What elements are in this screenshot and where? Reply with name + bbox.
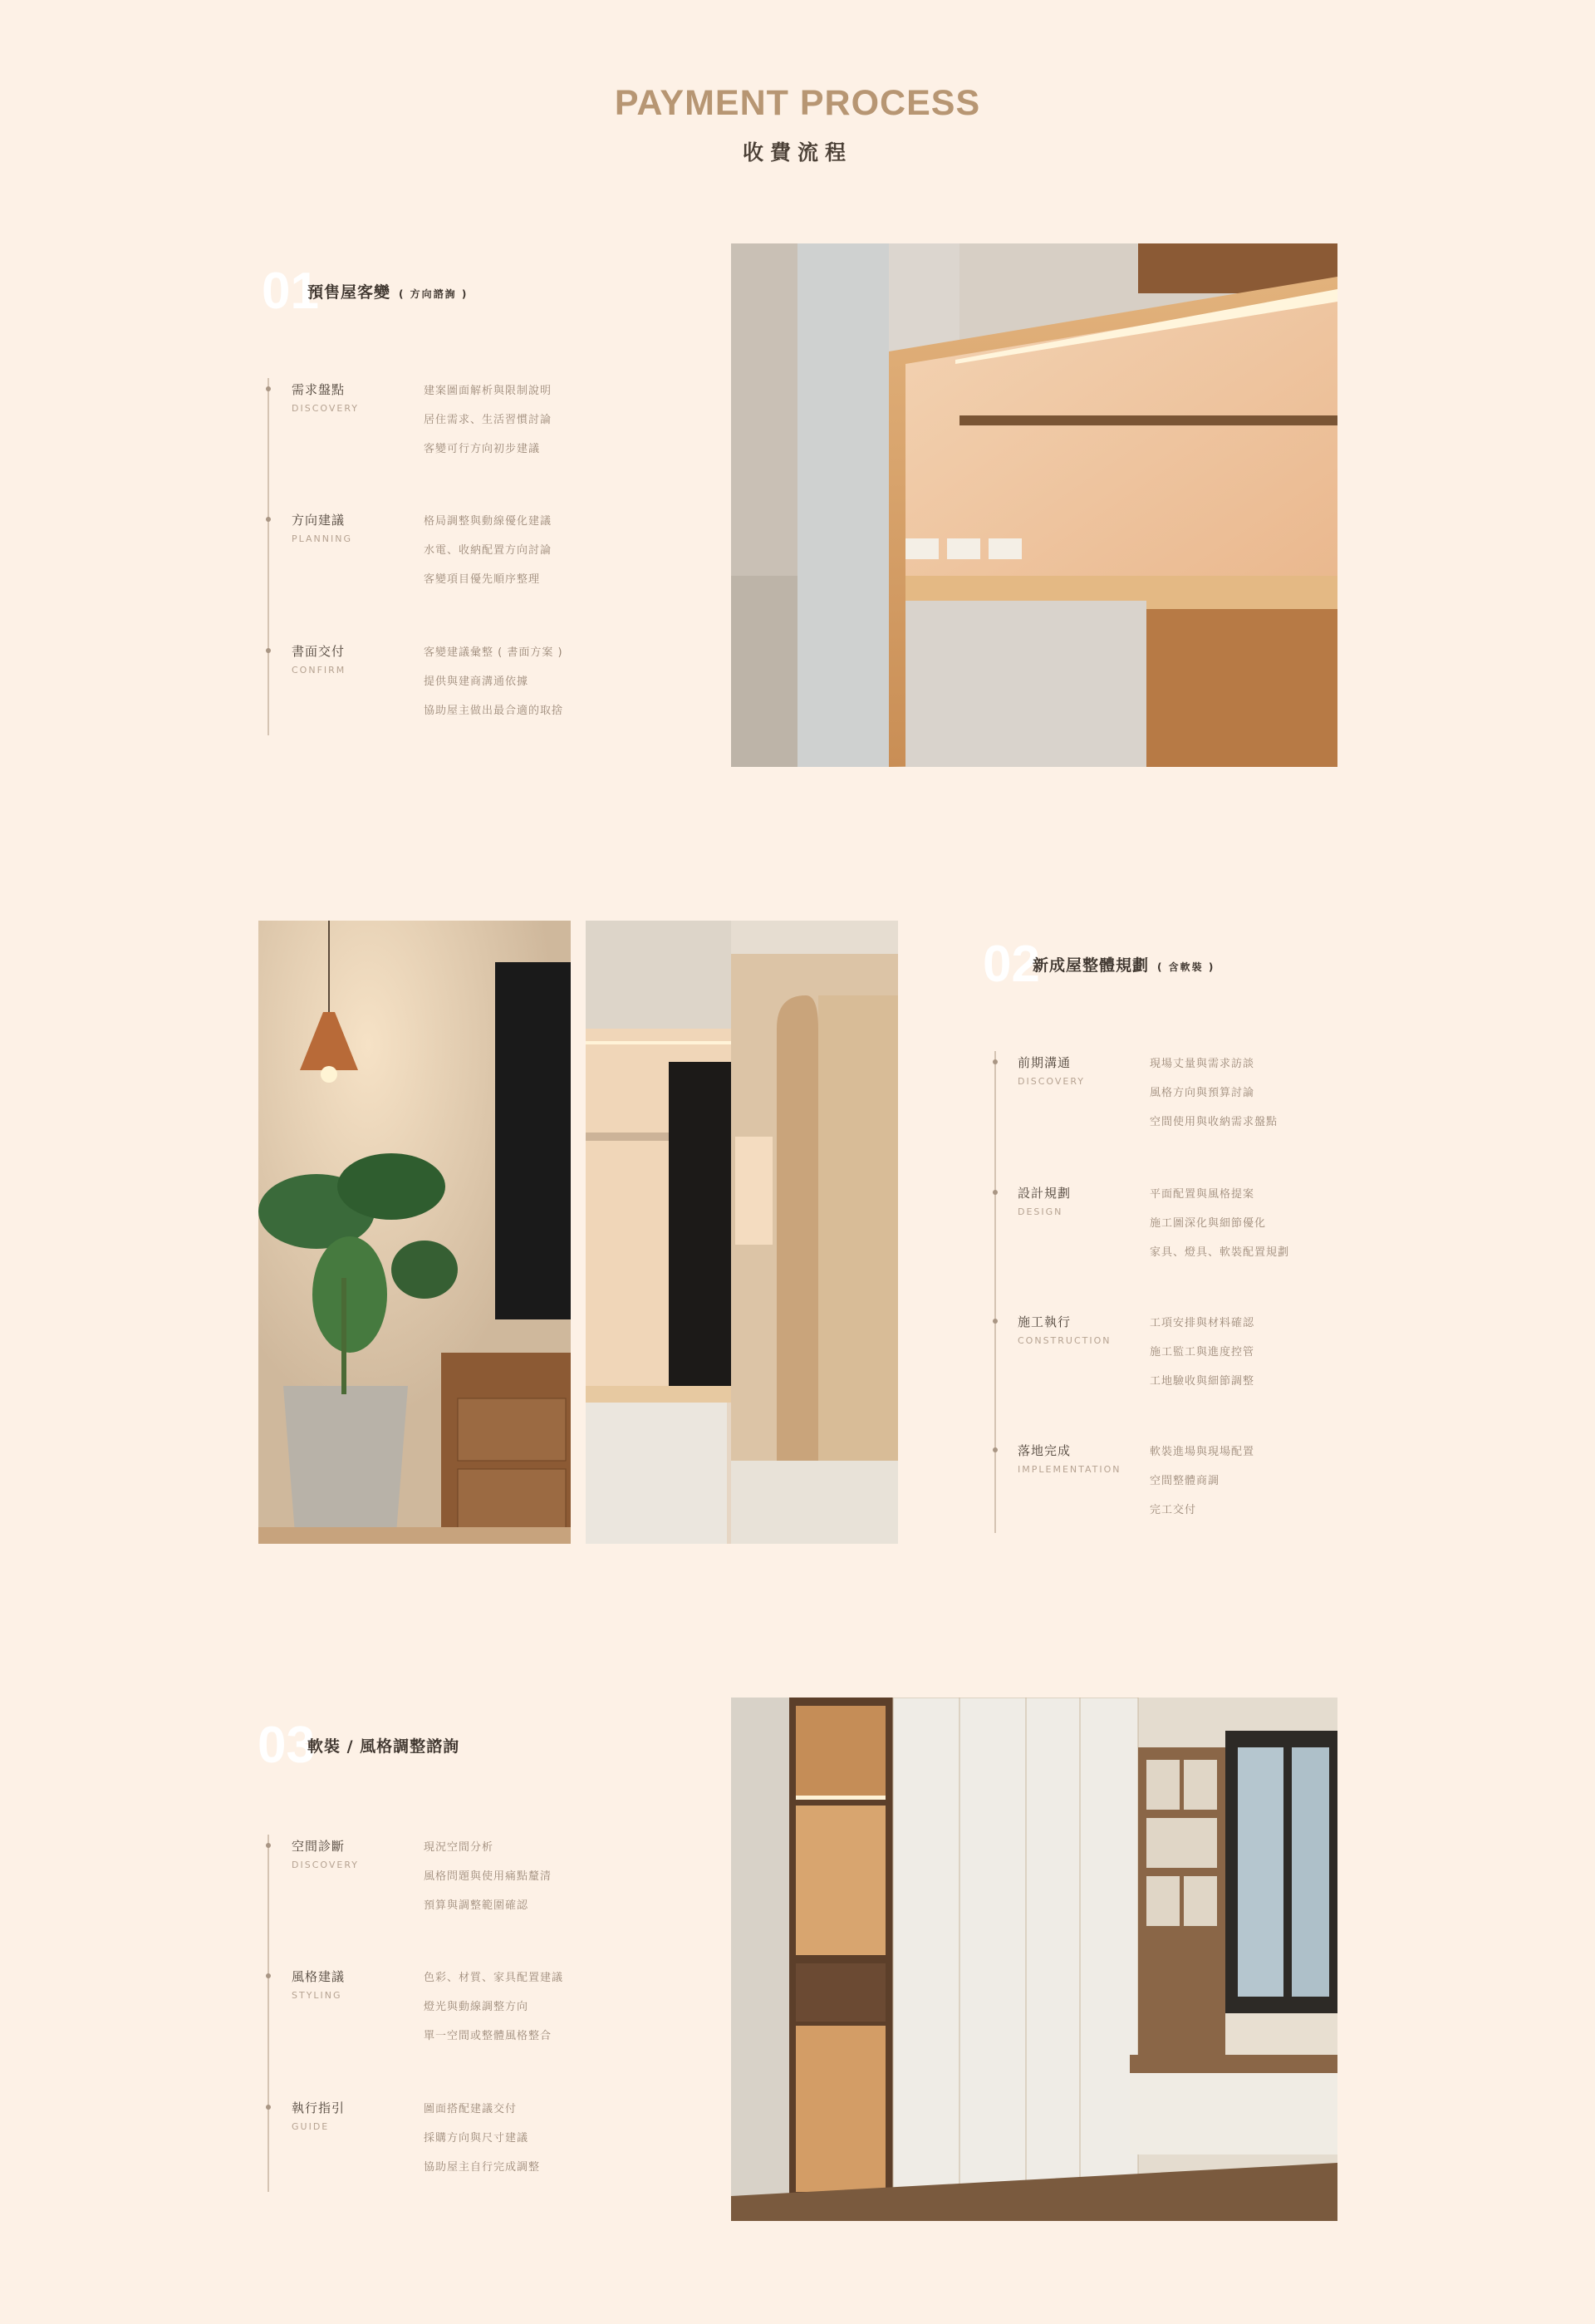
step-en-label: DISCOVERY bbox=[292, 403, 359, 414]
step-label: 設計規劃 bbox=[1018, 1186, 1072, 1201]
step-item: 客變建議彙整 ( 書面方案 ) bbox=[424, 646, 563, 659]
step-item: 客變可行方向初步建議 bbox=[424, 443, 541, 455]
section-title-note: ( 方向諮詢 ) bbox=[399, 288, 469, 300]
timeline-dot bbox=[266, 517, 271, 522]
step-label: 前期溝通 bbox=[1018, 1055, 1072, 1070]
photo-kitchen-cabinet bbox=[731, 243, 1337, 767]
step-item: 風格方向與預算討論 bbox=[1150, 1087, 1255, 1099]
timeline-dot bbox=[266, 1843, 271, 1848]
timeline-dot bbox=[266, 2105, 271, 2110]
step-item: 單一空間或整體風格整合 bbox=[424, 2030, 552, 2042]
section-title bbox=[307, 1734, 459, 1757]
section-title-text: 預售屋客變 bbox=[307, 283, 391, 302]
section-title-note: ( 含軟裝 ) bbox=[1157, 961, 1215, 973]
step-item: 提供與建商溝通依據 bbox=[424, 676, 529, 688]
step-item: 施工圖深化與細節優化 bbox=[1150, 1217, 1267, 1230]
step-item: 預算與調整範圍確認 bbox=[424, 1899, 529, 1912]
step-item: 施工監工與進度控管 bbox=[1150, 1346, 1255, 1359]
step-item: 燈光與動線調整方向 bbox=[424, 2001, 529, 2013]
photo-plant-lamp bbox=[258, 921, 571, 1544]
step-label: 空間診斷 bbox=[292, 1839, 346, 1854]
section-number: 03 bbox=[258, 1717, 315, 1774]
step-en-label: CONFIRM bbox=[292, 665, 346, 676]
step-item: 居住需求、生活習慣討論 bbox=[424, 414, 552, 426]
section-number: 02 bbox=[983, 936, 1040, 993]
step-item: 風格問題與使用痛點釐清 bbox=[424, 1870, 552, 1883]
step-item: 完工交付 bbox=[1150, 1504, 1197, 1516]
step-item: 協助屋主自行完成調整 bbox=[424, 2161, 541, 2174]
step-en-label: PLANNING bbox=[292, 533, 352, 544]
section-title-text: 新成屋整體規劃 bbox=[1033, 956, 1150, 975]
step-label: 需求盤點 bbox=[292, 382, 346, 397]
step-en-label: IMPLEMENTATION bbox=[1018, 1464, 1121, 1475]
step-item: 工地驗收與細節調整 bbox=[1150, 1375, 1255, 1388]
step-item: 水電、收納配置方向討論 bbox=[424, 544, 552, 557]
timeline-dot bbox=[266, 386, 271, 391]
timeline-dot bbox=[993, 1059, 998, 1064]
step-item: 建案圖面解析與限制說明 bbox=[424, 385, 552, 397]
step-item: 家具、燈具、軟裝配置規劃 bbox=[1150, 1246, 1290, 1259]
photo-entry-cabinet bbox=[586, 921, 898, 1544]
section-title bbox=[1033, 953, 1215, 975]
step-item: 空間整體商調 bbox=[1150, 1475, 1220, 1487]
step-en-label: CONSTRUCTION bbox=[1018, 1335, 1112, 1346]
step-en-label: GUIDE bbox=[292, 2121, 330, 2132]
step-label: 施工執行 bbox=[1018, 1314, 1072, 1329]
section-title-text: 軟裝 / 風格調整諮詢 bbox=[307, 1737, 460, 1756]
step-item: 現場丈量與需求訪談 bbox=[1150, 1058, 1255, 1070]
step-label: 風格建議 bbox=[292, 1969, 346, 1984]
timeline-dot bbox=[993, 1319, 998, 1324]
step-item: 格局調整與動線優化建議 bbox=[424, 515, 552, 528]
step-item: 空間使用與收納需求盤點 bbox=[1150, 1116, 1278, 1128]
step-item: 工項安排與材料確認 bbox=[1150, 1317, 1255, 1329]
timeline-line bbox=[267, 378, 269, 735]
page-title: PAYMENT PROCESS bbox=[614, 83, 981, 123]
step-label: 書面交付 bbox=[292, 644, 346, 659]
step-label: 落地完成 bbox=[1018, 1443, 1072, 1458]
step-item: 協助屋主做出最合適的取捨 bbox=[424, 705, 564, 717]
timeline-dot bbox=[993, 1447, 998, 1452]
step-en-label: DISCOVERY bbox=[1018, 1076, 1085, 1087]
timeline-line bbox=[267, 1835, 269, 2192]
timeline-dot bbox=[993, 1190, 998, 1195]
step-item: 軟裝進場與現場配置 bbox=[1150, 1446, 1255, 1458]
step-en-label: DESIGN bbox=[1018, 1206, 1063, 1217]
step-item: 色彩、材質、家具配置建議 bbox=[424, 1972, 564, 1984]
photo-wardrobe-room bbox=[731, 1698, 1337, 2221]
step-item: 客變項目優先順序整理 bbox=[424, 573, 541, 586]
step-label: 方向建議 bbox=[292, 513, 346, 528]
timeline-dot bbox=[266, 648, 271, 653]
timeline-dot bbox=[266, 1973, 271, 1978]
timeline-line bbox=[994, 1051, 996, 1533]
step-en-label: STYLING bbox=[292, 1990, 342, 2001]
section-number: 01 bbox=[262, 263, 319, 320]
step-item: 平面配置與風格提案 bbox=[1150, 1188, 1255, 1201]
page-subtitle: 收費流程 bbox=[742, 140, 852, 165]
step-item: 採購方向與尺寸建議 bbox=[424, 2132, 529, 2145]
step-item: 現況空間分析 bbox=[424, 1841, 494, 1854]
step-en-label: DISCOVERY bbox=[292, 1860, 359, 1870]
step-item: 圖面搭配建議交付 bbox=[424, 2103, 518, 2115]
step-label: 執行指引 bbox=[292, 2100, 346, 2115]
section-title bbox=[307, 280, 468, 302]
